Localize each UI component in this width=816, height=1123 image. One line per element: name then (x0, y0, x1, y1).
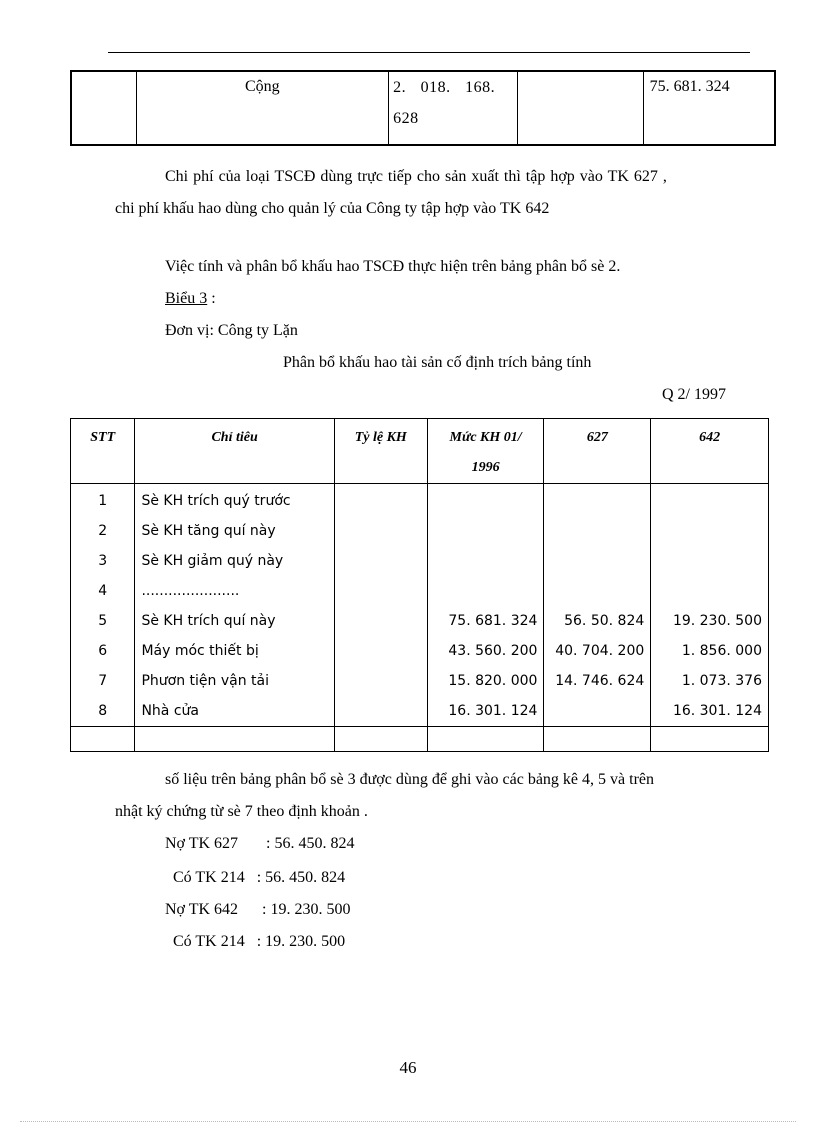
header-muc-kh: Mức KH 01/ 1996 (427, 419, 544, 484)
footer-dotted-line (20, 1121, 796, 1122)
table-row (71, 71, 775, 145)
table-body-row (71, 484, 769, 727)
total-value-line1: 2. 018. 168. (393, 79, 496, 96)
entry-line: Có TK 214 : 56. 450. 824 (165, 869, 346, 886)
paragraph-line: Chi phí của loại TSCĐ dùng trực tiếp cho sản xuất thì tập hợp vào TK 627 , (165, 168, 667, 185)
ty-le-column (334, 484, 427, 727)
paragraph-line: nhật ký chứng từ sè 7 theo định khoản . (115, 803, 368, 820)
depreciation-table (70, 418, 769, 752)
header-627: 627 (544, 419, 651, 484)
total-value-cell (389, 71, 518, 145)
quarter-label: Q 2/ 1997 (662, 386, 726, 403)
entry-line: Nợ TK 642 : 19. 230. 500 (165, 901, 351, 918)
bieu-label: Biểu 3 (165, 290, 208, 307)
table-empty-row (71, 727, 769, 752)
header-ty-le: Tỷ lệ KH (334, 419, 427, 484)
header-642: 642 (651, 419, 769, 484)
paragraph-line: số liệu trên bảng phân bổ sè 3 được dùng để ghi vào các bảng kê 4, 5 và trên (165, 771, 654, 788)
total-value-line2: 628 (393, 110, 419, 127)
header-stt: STT (71, 419, 135, 484)
total-table (70, 70, 776, 146)
c642-column: 19. 230. 500 1. 856. 000 1. 073. 376 16. 301. 124 (651, 484, 769, 727)
total-amount: 75. 681. 324 (643, 71, 775, 145)
name-column: Sè KH trích quý trước Sè KH tăng quí này Sè KH giảm quý này ...................... Sè KH trích quí này Máy móc thiết bị Phươn tiện vận tải Nhà cửa (135, 484, 334, 727)
entry-line: Có TK 214 : 19. 230. 500 (165, 933, 346, 950)
c627-column: 56. 50. 824 40. 704. 200 14. 746. 624 (544, 484, 651, 727)
entry-line: Nợ TK 627 : 56. 450. 824 (165, 835, 355, 852)
header-chi-tieu: Chỉ tiêu (135, 419, 334, 484)
header-rule (108, 52, 750, 53)
page-number: 46 (399, 1058, 417, 1077)
stt-column: 1 2 3 4 5 6 7 8 (71, 484, 135, 727)
unit-line: Đơn vị: Công ty Lặn (165, 322, 298, 339)
paragraph-line: Việc tính và phân bổ khấu hao TSCĐ thực hiện trên bảng phân bổ sè 2. (165, 258, 621, 275)
paragraph-line: chi phí khấu hao dùng cho quản lý của Công ty tập hợp vào TK 642 (115, 200, 550, 217)
muc-column: 75. 681. 324 43. 560. 200 15. 820. 000 16. 301. 124 (427, 484, 544, 727)
bieu-label-line: Biểu 3 : (165, 290, 216, 307)
total-label: Cộng (136, 71, 389, 145)
table-header-row (71, 419, 769, 484)
table-title: Phân bổ khấu hao tài sản cố định trích bảng tính (283, 354, 592, 371)
